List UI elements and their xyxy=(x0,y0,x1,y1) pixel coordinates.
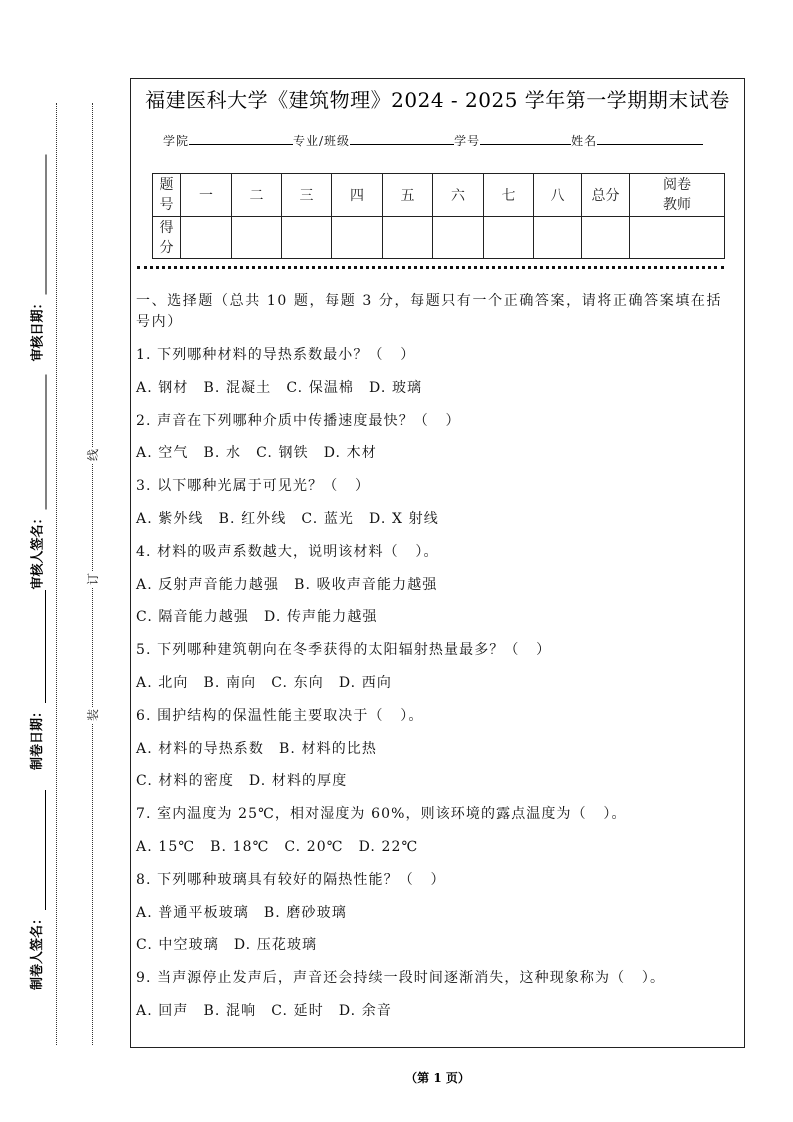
question-7-stem: 7. 室内温度为 25℃，相对湿度为 60%，则该环境的露点温度为（ ）。 xyxy=(136,806,627,823)
binding-mark-bind: 装 xyxy=(86,709,100,722)
review-date-field xyxy=(31,155,47,362)
score-row-label: 得分 xyxy=(159,219,174,256)
question-5-option-b: B. 南向 xyxy=(203,674,257,691)
binding-mark-line: 线 xyxy=(86,449,100,462)
dotted-separator xyxy=(137,266,724,269)
question-number-header xyxy=(153,174,181,217)
question-9-option-b: B. 混响 xyxy=(203,1002,257,1019)
question-8-option-c: C. 中空玻璃 xyxy=(136,937,219,954)
question-3 xyxy=(136,470,736,536)
question-1-option-c: C. 保温棉 xyxy=(286,379,355,396)
question-7-options xyxy=(136,831,736,864)
question-9 xyxy=(136,962,736,1028)
question-7-option-a: A. 15℃ xyxy=(136,838,196,855)
question-6 xyxy=(136,700,736,798)
reviewer-signature-label: 审核人签名： xyxy=(30,511,46,590)
score-cell xyxy=(232,217,282,259)
score-cell xyxy=(332,217,383,259)
reviewer-signature-field xyxy=(31,375,47,590)
question-4-option-c: C. 隔音能力越强 xyxy=(136,609,250,626)
score-table xyxy=(152,173,725,259)
question-5-option-a: A. 北向 xyxy=(136,674,189,691)
question-6-options xyxy=(136,765,736,798)
question-4-options xyxy=(136,569,736,602)
college-blank xyxy=(189,132,293,145)
question-1-option-b: B. 混凝土 xyxy=(203,379,272,396)
score-table-score-row xyxy=(153,217,725,259)
question-list xyxy=(136,339,736,1028)
binding-mark-staple: 订 xyxy=(86,573,100,586)
question-3-options xyxy=(136,503,736,536)
question-4-option-a: A. 反射声音能力越强 xyxy=(136,576,280,593)
question-3-option-a: A. 紫外线 xyxy=(136,510,204,527)
question-4-option-d: D. 传声能力越强 xyxy=(264,609,378,626)
question-2-option-a: A. 空气 xyxy=(136,445,189,462)
review-date-line xyxy=(34,155,47,295)
grader-header xyxy=(630,174,725,217)
question-4-option-b: B. 吸收声音能力越强 xyxy=(294,576,438,593)
question-2-stem: 2. 声音在下列哪种介质中传播速度最快？（ ） xyxy=(136,412,461,429)
paper-maker-signature-label: 制卷人签名： xyxy=(30,911,45,990)
score-row-header xyxy=(153,217,181,259)
question-5-option-c: C. 东向 xyxy=(271,674,324,691)
score-cell xyxy=(433,217,484,259)
question-5-option-d: D. 西向 xyxy=(338,674,392,691)
margin-dotted-line xyxy=(56,103,57,1045)
score-column-7: 七 xyxy=(484,174,534,217)
question-3-option-c: C. 蓝光 xyxy=(301,510,355,527)
question-8-option-d: D. 压花玻璃 xyxy=(233,937,318,954)
question-5-options xyxy=(136,667,736,700)
question-8-option-a: A. 普通平板玻璃 xyxy=(136,904,249,921)
score-cell xyxy=(181,217,232,259)
college-label: 学院 xyxy=(163,134,190,148)
question-3-stem: 3. 以下哪种光属于可见光？（ ） xyxy=(136,478,371,495)
question-1-option-d: D. 玻璃 xyxy=(369,379,423,396)
question-9-stem: 9. 当声源停止发声后，声音还会持续一段时间逐渐消失，这种现象称为（ ）。 xyxy=(136,970,666,987)
question-2 xyxy=(136,405,736,471)
question-2-option-d: D. 木材 xyxy=(323,445,377,462)
score-cell xyxy=(534,217,582,259)
question-8-stem: 8. 下列哪种玻璃具有较好的隔热性能？（ ） xyxy=(136,871,446,888)
score-cell xyxy=(484,217,534,259)
grader-label: 阅卷教师 xyxy=(663,177,691,213)
score-cell xyxy=(383,217,433,259)
question-1-options xyxy=(136,372,736,405)
review-date-label: 审核日期： xyxy=(30,296,46,362)
question-5-stem: 5. 下列哪种建筑朝向在冬季获得的太阳辐射热量最多？（ ） xyxy=(136,642,552,659)
question-4 xyxy=(136,536,736,634)
question-9-option-a: A. 回声 xyxy=(136,1002,189,1019)
score-column-4: 四 xyxy=(332,174,383,217)
score-column-total: 总分 xyxy=(582,174,630,217)
paper-date-line xyxy=(33,590,46,703)
question-6-option-d: D. 材料的厚度 xyxy=(248,773,348,790)
question-8 xyxy=(136,864,736,962)
score-column-1: 一 xyxy=(181,174,232,217)
question-6-options xyxy=(136,733,736,766)
question-2-option-c: C. 钢铁 xyxy=(256,445,309,462)
grader-signature-cell xyxy=(630,217,725,259)
paper-date-label: 制卷日期： xyxy=(30,704,45,770)
question-1-stem: 1. 下列哪种材料的导热系数最小？（ ） xyxy=(136,347,416,363)
major-class-blank xyxy=(350,132,454,145)
page-title: 福建医科大学《建筑物理》2024 - 2025 学年第一学期期末试卷 xyxy=(145,88,730,112)
score-column-2: 二 xyxy=(232,174,282,217)
major-class-label: 专业/班级 xyxy=(293,134,351,148)
question-8-option-b: B. 磨砂玻璃 xyxy=(263,904,347,921)
question-1-option-a: A. 钢材 xyxy=(136,379,189,396)
score-table-header-row xyxy=(153,174,725,217)
question-9-options xyxy=(136,995,736,1028)
question-2-options xyxy=(136,437,736,470)
score-cell xyxy=(282,217,332,259)
question-4-options xyxy=(136,601,736,634)
question-7-option-b: B. 18℃ xyxy=(210,838,270,855)
question-5 xyxy=(136,634,736,700)
question-8-options xyxy=(136,929,736,962)
question-6-option-c: C. 材料的密度 xyxy=(136,773,234,790)
question-6-stem: 6. 围护结构的保温性能主要取决于（ ）。 xyxy=(136,707,424,724)
section-heading: 一、选择题（总共 10 题，每题 3 分，每题只有一个正确答案，请将正确答案填在括号内） xyxy=(136,293,723,330)
question-6-option-a: A. 材料的导热系数 xyxy=(136,740,265,757)
paper-date-field xyxy=(30,590,46,770)
name-blank xyxy=(597,132,703,145)
question-4-stem: 4. 材料的吸声系数越大，说明该材料（ ）。 xyxy=(136,543,439,560)
score-column-6: 六 xyxy=(433,174,484,217)
student-id-label: 学号 xyxy=(454,134,481,148)
question-2-option-b: B. 水 xyxy=(203,445,242,462)
score-cell-total xyxy=(582,217,630,259)
paper-maker-signature-line xyxy=(33,790,46,910)
question-3-option-b: B. 红外线 xyxy=(218,510,287,527)
question-7-option-c: C. 20℃ xyxy=(284,838,344,855)
student-id-blank xyxy=(480,132,571,145)
question-6-option-b: B. 材料的比热 xyxy=(279,740,378,757)
reviewer-signature-line xyxy=(34,375,47,510)
question-7-option-d: D. 22℃ xyxy=(358,838,419,855)
question-8-options xyxy=(136,897,736,930)
score-column-3: 三 xyxy=(282,174,332,217)
question-9-option-c: C. 延时 xyxy=(271,1002,324,1019)
question-number-label: 题号 xyxy=(159,177,174,213)
question-9-option-d: D. 余音 xyxy=(338,1002,392,1019)
student-info-line xyxy=(163,132,703,149)
question-3-option-d: D. X 射线 xyxy=(369,510,439,527)
question-7 xyxy=(136,798,736,864)
page-number: （第 1 页） xyxy=(405,1071,470,1085)
paper-maker-signature-field xyxy=(30,790,46,990)
question-1 xyxy=(136,339,736,405)
name-label: 姓名 xyxy=(571,134,598,148)
score-column-8: 八 xyxy=(534,174,582,217)
score-column-5: 五 xyxy=(383,174,433,217)
